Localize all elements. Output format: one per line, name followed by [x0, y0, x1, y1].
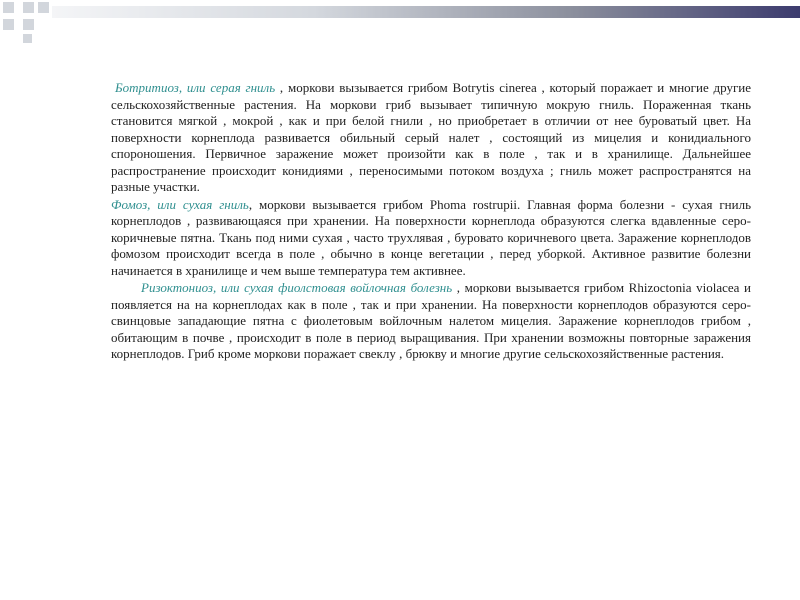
decor-square: [23, 34, 32, 43]
decor-square: [23, 19, 34, 30]
paragraph-text: , моркови вызывается грибом Rhizoctonia violacea и появляется на на корнеплодах как в поле , так и при хранении. На поверхности корнеплодов образуются серо-свинцовые западающие пятна с фиолетовым войлочным налетом мицелия. Заражение корнеплодов грибом , обитающим в почве , происходит в поле в период выращивания. При хранении возможны повторные заражения корнеплодов. Гриб кроме моркови поражает свеклу , брюкву и многие другие сельскохозяйственные растения.: [111, 280, 751, 361]
disease-term: Ботритиоз, или серая гниль: [115, 80, 276, 95]
top-gradient-band: [52, 6, 800, 18]
paragraph-rhizoctonia: [111, 280, 751, 363]
decor-square: [38, 2, 49, 13]
decor-square: [23, 2, 34, 13]
paragraph-text: , моркови вызывается грибом Botrytis cinerea , который поражает и многие другие сельскохозяйственные растения. На моркови гриб вызывает типичную мокрую гниль. Пораженная ткань становится мягкой , мокрой , как и при белой гнили , но приобретает в отличии от нее буроватый цвет. На поверхности корнеплода развивается обильный серый налет , состоящий из мицелия и конидиального спороношения. Первичное заражение может произойти как в поле , так и в хранилище. Дальнейшее распространение происходит конидиями , переносимыми потоком воздуха ; гниль может распространятся на разные участки.: [111, 80, 751, 194]
decor-square: [3, 19, 14, 30]
slide-body: [111, 80, 751, 364]
paragraph-text: , моркови вызывается грибом Phoma rostrupii. Главная форма болезни - сухая гниль корнеплодов , развивающаяся при хранении. На поверхности корнеплода образуются слегка вдавленные серо-коричневые пятна. Ткань под ними сухая , часто трухлявая , буровато коричневого цвета. Заражение корнеплодов фомозом происходит всегда в поле , обычно в конце вегетации , перед уборкой. Активное развитие болезни начинается в хранилище и чем выше температура тем активнее.: [111, 196, 751, 278]
disease-term: Ризоктониоз, или сухая фиолстовая войлочная болезнь: [141, 280, 453, 295]
paragraph-phoma: [111, 197, 751, 280]
disease-term: Фомоз, или сухая гниль: [111, 196, 249, 212]
decor-square: [3, 2, 14, 13]
paragraph-botrytis: [111, 80, 751, 196]
